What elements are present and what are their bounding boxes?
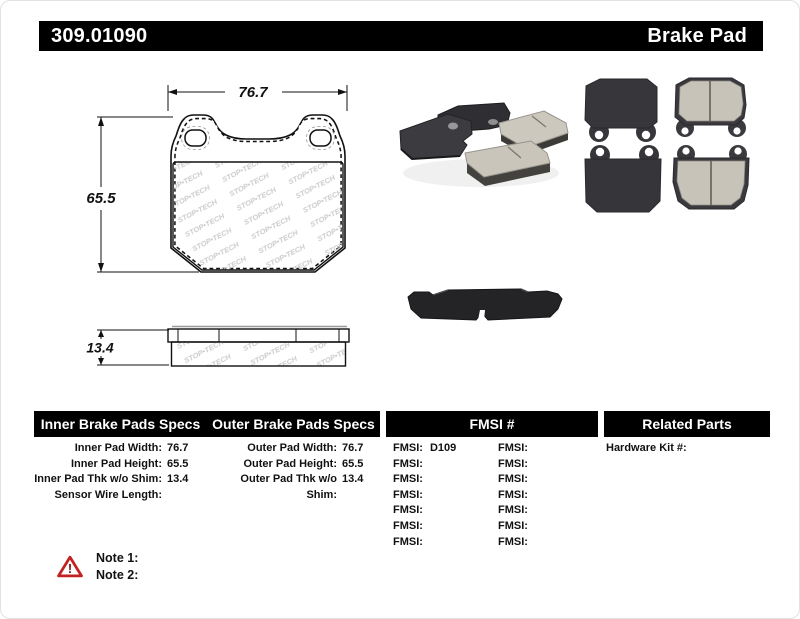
front-view-friction-area — [173, 162, 343, 270]
pads-specs-header-bar — [34, 411, 380, 437]
product-photo-flat-set — [585, 78, 749, 212]
note-2: Note 2: — [96, 568, 139, 582]
left-mount-hole — [185, 130, 206, 146]
height-dimension-label: 65.5 — [86, 190, 116, 207]
product-photos — [391, 61, 791, 341]
outer-specs-table — [209, 441, 383, 503]
related-parts-header-bar — [604, 411, 770, 437]
table-row: Inner Pad Thk w/o Shim: 13.4 — [34, 473, 189, 486]
part-number: 309.01090 — [51, 24, 148, 47]
inner-specs-title: Inner Brake Pads Specs — [40, 416, 201, 432]
table-row: FMSI: FMSI: — [393, 504, 528, 517]
outer-specs-title: Outer Brake Pads Specs — [212, 416, 375, 432]
table-row: Inner Pad Width: 76.7 — [74, 442, 189, 454]
related-parts-table — [606, 441, 692, 457]
related-parts-title: Related Parts — [642, 416, 732, 432]
note-1: Note 1: — [96, 551, 139, 565]
inner-specs-table — [34, 441, 208, 503]
svg-text:!: ! — [67, 560, 73, 576]
table-row: FMSI: FMSI: — [393, 519, 528, 532]
product-photo-angled-set — [400, 103, 568, 187]
side-view-drawing — [168, 327, 349, 367]
header-bar — [39, 21, 763, 51]
table-row: Inner Pad Height: 65.5 — [70, 457, 189, 470]
table-row: Hardware Kit #: — [606, 442, 687, 454]
width-dimension-label: 76.7 — [238, 84, 268, 101]
table-row: FMSI: D109 FMSI: — [393, 442, 528, 454]
table-row: FMSI: FMSI: — [393, 457, 528, 470]
table-row: FMSI: FMSI: — [393, 535, 528, 548]
product-type-title: Brake Pad — [647, 24, 747, 47]
product-photo-edge-view — [408, 289, 562, 320]
fmsi-table — [393, 441, 603, 550]
thickness-dimension-label: 13.4 — [86, 339, 114, 356]
table-row: Outer Pad Height: 65.5 — [243, 457, 364, 470]
table-row: FMSI: FMSI: — [393, 473, 528, 486]
warning-triangle-icon — [57, 555, 83, 578]
table-row: Outer Pad Thk w/o Shim: 13.4 — [240, 473, 364, 501]
right-mount-hole — [310, 130, 331, 146]
fmsi-header-bar — [386, 411, 598, 437]
technical-drawing — [61, 61, 391, 381]
table-row: Sensor Wire Length: — [54, 488, 162, 501]
table-row: Outer Pad Width: 76.7 — [247, 442, 364, 454]
fmsi-title: FMSI # — [469, 416, 515, 432]
table-row: FMSI: FMSI: — [393, 488, 528, 501]
